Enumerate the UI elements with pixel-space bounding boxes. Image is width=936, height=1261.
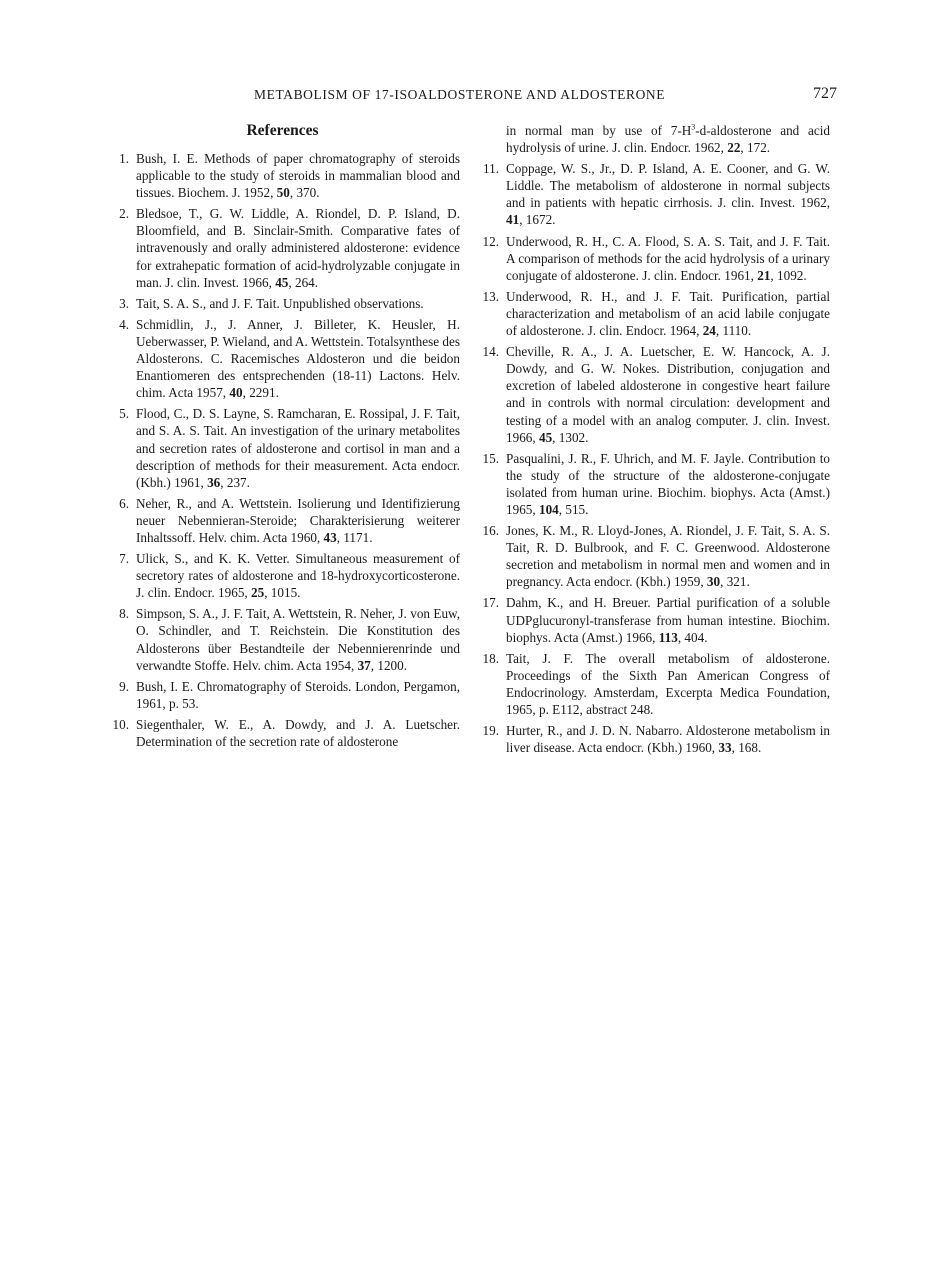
reference-pages: , 1200. — [370, 657, 408, 673]
reference-volume: 104 — [538, 501, 559, 517]
reference-citation: Cheville, R. A., J. A. Luetscher, E. W. Hancock, A. J. Dowdy, and G. W. Nokes. Distribution, conjugation and excretion of labeled aldosterone in congestive heart failure and in controls with normal circulation: development and testing of a model with an analog computer. J. clin. Invest. 1966, — [506, 344, 830, 445]
reference-volume: 25 — [251, 585, 265, 601]
reference-pages: , 264. — [288, 274, 319, 290]
reference-text — [136, 316, 460, 401]
page-number: 727 — [813, 85, 837, 102]
reference-item — [105, 295, 460, 312]
reference-item — [105, 495, 460, 546]
reference-number: 10. — [112, 716, 129, 732]
reference-volume: 21 — [757, 267, 771, 283]
reference-text — [136, 716, 460, 750]
reference-number: 5. — [119, 406, 129, 422]
reference-number: 11. — [483, 161, 499, 177]
reference-pages: , 168. — [731, 740, 762, 756]
reference-item — [105, 550, 460, 601]
reference-citation: Ulick, S., and K. K. Vetter. Simultaneous measurement of secretory rates of aldosterone and 18-hydroxycorticosterone. J. clin. Endocr. 1965, — [136, 551, 460, 601]
reference-pages: , 515. — [558, 501, 589, 517]
reference-volume: 45 — [538, 429, 553, 445]
reference-volume: 40 — [229, 385, 243, 401]
reference-citation: Siegenthaler, W. E., A. Dowdy, and J. A. Luetscher. Determination of the secretion rate of aldosterone — [136, 716, 460, 749]
reference-item — [105, 605, 460, 673]
reference-number: 6. — [119, 495, 129, 511]
reference-number: 9. — [119, 678, 129, 694]
reference-citation: Simpson, S. A., J. F. Tait, A. Wettstein, R. Neher, J. von Euw, O. Schindler, and T. Reichstein. Die Konstitution des Aldosterons über Bestandteile der Nebennierenrinde und verwandte Stoffe. Helv. chim. Acta 1954, — [136, 606, 460, 673]
reference-item — [475, 343, 830, 446]
reference-pages: , 1302. — [552, 429, 589, 445]
reference-10-continuation: in normal man by use of $7-H^3-d$-aldosterone and acid hydrolysis of urine. J. clin. Endocr. 1962, 22, 172. — [506, 122, 830, 156]
reference-pages: , 321. — [720, 574, 750, 590]
reference-citation: Neher, R., and A. Wettstein. Isolierung und Identifizierung neuer Nebennieran-Steroide; Charakterisierung weiterer Inhaltssoff. Helv. chim. Acta 1960, — [136, 495, 460, 545]
reference-number: 3. — [119, 295, 129, 311]
reference-pages: , 370. — [289, 185, 320, 201]
reference-item — [475, 650, 830, 718]
reference-item — [105, 150, 460, 201]
reference-pages: , 404. — [677, 629, 708, 645]
reference-text — [506, 450, 830, 518]
reference-number: 8. — [119, 606, 129, 622]
reference-item — [475, 522, 830, 590]
reference-item — [105, 316, 460, 401]
reference-citation: Bush, I. E. Methods of paper chromatography of steroids applicable to the study of steroids in mammalian blood and tissues. Biochem. J. 1952, — [136, 151, 460, 201]
reference-text — [136, 605, 460, 673]
reference-volume: 41 — [506, 212, 520, 228]
reference-volume: 50 — [276, 185, 290, 201]
reference-volume: 33 — [718, 740, 732, 756]
reference-number: 19. — [482, 723, 499, 739]
reference-pages: , 1015. — [264, 585, 301, 601]
reference-citation: Underwood, R. H., C. A. Flood, S. A. S. Tait, and J. F. Tait. A comparison of methods for the acid hydrolysis of a urinary conjugate of aldosterone. J. clin. Endocr. 1961, — [506, 233, 830, 283]
reference-volume: 37 — [357, 657, 371, 673]
reference-number: 14. — [482, 344, 499, 360]
reference-citation: Pasqualini, J. R., F. Uhrich, and M. F. Jayle. Contribution to the study of the structure of the aldosterone-conjugate isolated from human urine. Biochim. biophys. Acta (Amst.) 1965, — [506, 450, 830, 517]
reference-text — [136, 205, 460, 290]
reference-volume: 30 — [706, 574, 721, 590]
reference-citation: Tait, J. F. The overall metabolism of aldosterone. Proceedings of the Sixth Pan American Congress of Endocrinology. Amsterdam, Excerpta Medica Foundation, 1965, p. E112, abstract 248. — [506, 650, 830, 717]
reference-citation: Bledsoe, T., G. W. Liddle, A. Riondel, D. P. Island, D. Bloomfield, and B. Sinclair-Smith. Comparative fates of intravenously and orally administered aldosterone: evidence for extrahepatic formation of acid-hydrolyzable conjugate in man. J. clin. Invest. 1966, — [136, 206, 460, 290]
reference-text — [506, 288, 830, 339]
reference-number: 18. — [482, 650, 499, 666]
reference-item — [475, 594, 830, 645]
reference-volume: 45 — [275, 274, 289, 290]
reference-volume: 43 — [323, 529, 337, 545]
reference-item — [475, 160, 830, 228]
reference-text — [136, 405, 460, 490]
reference-volume: 36 — [207, 474, 221, 490]
reference-text — [506, 343, 830, 446]
reference-citation: Tait, S. A. S., and J. F. Tait. Unpublished observations. — [136, 295, 424, 311]
reference-item — [475, 233, 830, 284]
reference-text — [506, 160, 830, 228]
reference-number: 4. — [119, 316, 129, 332]
reference-citation: Underwood, R. H., and J. F. Tait. Purification, partial characterization and metabolism of an acid labile conjugate of aldosterone. J. clin. Endocr. 1964, — [506, 288, 830, 339]
reference-text — [506, 233, 830, 284]
reference-pages: , 1672. — [519, 212, 556, 228]
reference-number: 13. — [482, 288, 499, 304]
reference-number: 16. — [482, 523, 499, 539]
reference-text — [506, 722, 830, 756]
reference-citation: Coppage, W. S., Jr., D. P. Island, A. E. Cooner, and G. W. Liddle. The metabolism of aldosterone in normal subjects and in patients with hepatic cirrhosis. J. clin. Invest. 1962, — [506, 161, 830, 211]
reference-citation: Dahm, K., and H. Breuer. Partial purification of a soluble UDPglucuronyl-transferase from human intestine. Biochim. biophys. Acta (Amst.) 1966, — [506, 595, 830, 645]
reference-volume: 24 — [702, 323, 716, 339]
reference-citation: Bush, I. E. Chromatography of Steroids. London, Pergamon, 1961, p. 53. — [136, 678, 460, 711]
reference-text — [136, 150, 460, 201]
reference-number: 7. — [119, 551, 129, 567]
reference-number: 1. — [119, 151, 129, 166]
reference-number: 17. — [482, 595, 499, 611]
left-column — [105, 150, 460, 754]
running-title: METABOLISM OF 17-ISOALDOSTERONE AND ALDOSTERONE — [254, 87, 666, 102]
reference-number: 15. — [482, 450, 499, 466]
reference-pages: , 1110. — [715, 323, 752, 339]
reference-item — [105, 405, 460, 490]
reference-item — [105, 716, 460, 750]
reference-citation: Hurter, R., and J. D. N. Nabarro. Aldosterone metabolism in liver disease. Acta endocr. (Kbh.) 1960, — [506, 723, 830, 756]
reference-volume: 113 — [658, 629, 678, 645]
reference-item — [475, 450, 830, 518]
reference-item — [475, 288, 830, 339]
reference-text — [506, 522, 830, 590]
reference-citation: Schmidlin, J., J. Anner, J. Billeter, K. Heusler, H. Ueberwasser, P. Wieland, and A. Wettstein. Totalsynthese des Aldosterons. C. Racemisches Aldosteron und die beidon Enantiomeren des entsprechenden (18-11) Lactons. Helv. chim. Acta 1957, — [136, 316, 460, 401]
reference-pages: , 2291. — [242, 385, 279, 401]
reference-citation: Flood, C., D. S. Layne, S. Ramcharan, E. Rossipal, J. F. Tait, and S. A. S. Tait. An investigation of the urinary metabolites and secretion rates of aldosterone and cortisol in man and a description of methods for their measurement. Acta endocr. (Kbh.) 1961, — [136, 406, 460, 490]
reference-number: 12. — [482, 233, 499, 249]
reference-text — [136, 495, 460, 546]
reference-text — [136, 678, 460, 712]
reference-text — [506, 650, 830, 718]
right-column — [475, 122, 830, 760]
reference-pages: , 1171. — [336, 529, 373, 545]
reference-text — [136, 550, 460, 601]
reference-text — [136, 295, 460, 312]
reference-citation: Jones, K. M., R. Lloyd-Jones, A. Riondel, J. F. Tait, S. A. S. Tait, R. D. Bulbrook, and F. C. Greenwood. Aldosterone secretion and metabolism in normal men and women and in pregnancy. Acta endocr. (Kbh.) 1959, — [506, 523, 830, 590]
reference-text — [506, 594, 830, 645]
reference-pages: , 237. — [220, 474, 250, 490]
reference-item — [105, 205, 460, 290]
reference-item — [105, 678, 460, 712]
section-title: References — [246, 122, 319, 139]
reference-item — [475, 722, 830, 756]
reference-number: 2. — [119, 206, 129, 222]
reference-pages: , 1092. — [770, 267, 807, 283]
